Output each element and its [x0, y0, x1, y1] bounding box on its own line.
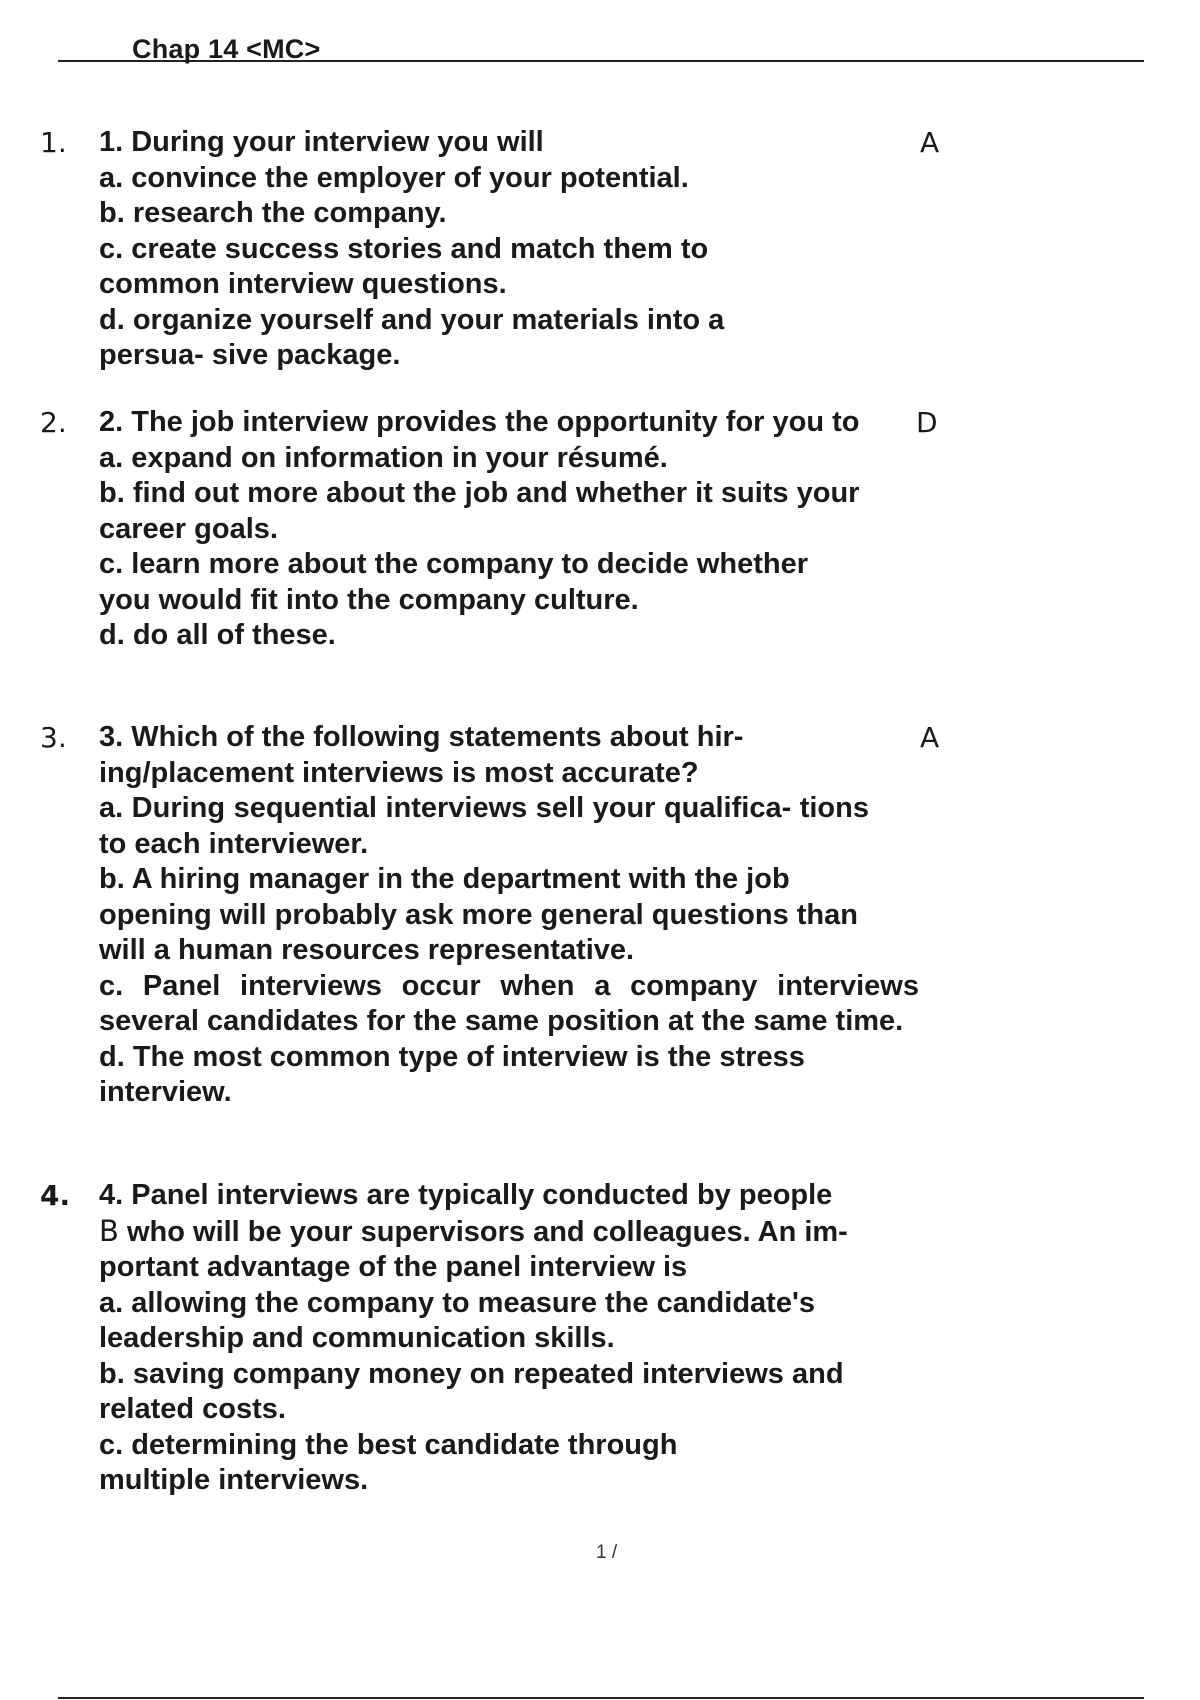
question-content [99, 720, 919, 1111]
option-c: c. learn more about the company to decide whether you would fit into the company culture. [99, 548, 809, 616]
chapter-title: Chap 14 <MC> [132, 34, 321, 64]
option-c: c. determining the best candidate through multiple interviews. [99, 1428, 678, 1496]
question-number: 4. [40, 1179, 71, 1212]
option-b: b. find out more about the job and whether it suits your career goals. [99, 477, 860, 545]
option-a: a. allowing the company to measure the candidate's leadership and communication skills. [99, 1286, 815, 1354]
option-d: d. The most common type of interview is the stress interview. [99, 1040, 805, 1108]
question-stem-continued [99, 1214, 949, 1286]
page-header [58, 34, 1144, 62]
answer-key: D [916, 406, 938, 439]
option-d: d. organize yourself and your materials into a persua- sive package. [99, 303, 725, 371]
question-stem: 1. During your interview you will [99, 126, 544, 158]
footer-divider [58, 1697, 1144, 1699]
question-content [99, 405, 909, 654]
option-c: c. create success stories and match them to common interview questions. [99, 232, 709, 300]
question-stem: 2. The job interview provides the opportunity for you to [99, 406, 860, 438]
answer-key: A [920, 721, 940, 754]
page-number: 1 / [596, 1542, 618, 1563]
option-a: a. convince the employer of your potential. [99, 161, 689, 194]
question-content [99, 125, 799, 374]
answer-key: B [99, 1213, 119, 1248]
option-a: a. During sequential interviews sell your qualifica- tions to each interviewer. [99, 792, 869, 860]
option-d: d. do all of these. [99, 619, 336, 651]
option-a: a. expand on information in your résumé. [99, 441, 668, 474]
question-stem: 4. Panel interviews are typically conducted by people [99, 1179, 833, 1211]
question-number: 1. [40, 126, 67, 159]
option-b: b. research the company. [99, 197, 447, 229]
question-content [99, 1178, 949, 1499]
option-c: c. Panel interviews occur when a company interviews several candidates for the same position at the same time. [99, 969, 919, 1037]
option-b: b. A hiring manager in the department with the job opening will probably ask more general questions than will a human resources representative. [99, 863, 858, 966]
question-stem: 3. Which of the following statements about hir- ing/placement interviews is most accurate? [99, 721, 744, 789]
question-number: 2. [40, 406, 67, 439]
question-stem-rest: who will be your supervisors and colleagues. An im- portant advantage of the panel interview is [99, 1215, 848, 1283]
question-number: 3. [40, 721, 67, 754]
option-b: b. saving company money on repeated interviews and related costs. [99, 1357, 844, 1425]
answer-key: A [920, 126, 940, 159]
